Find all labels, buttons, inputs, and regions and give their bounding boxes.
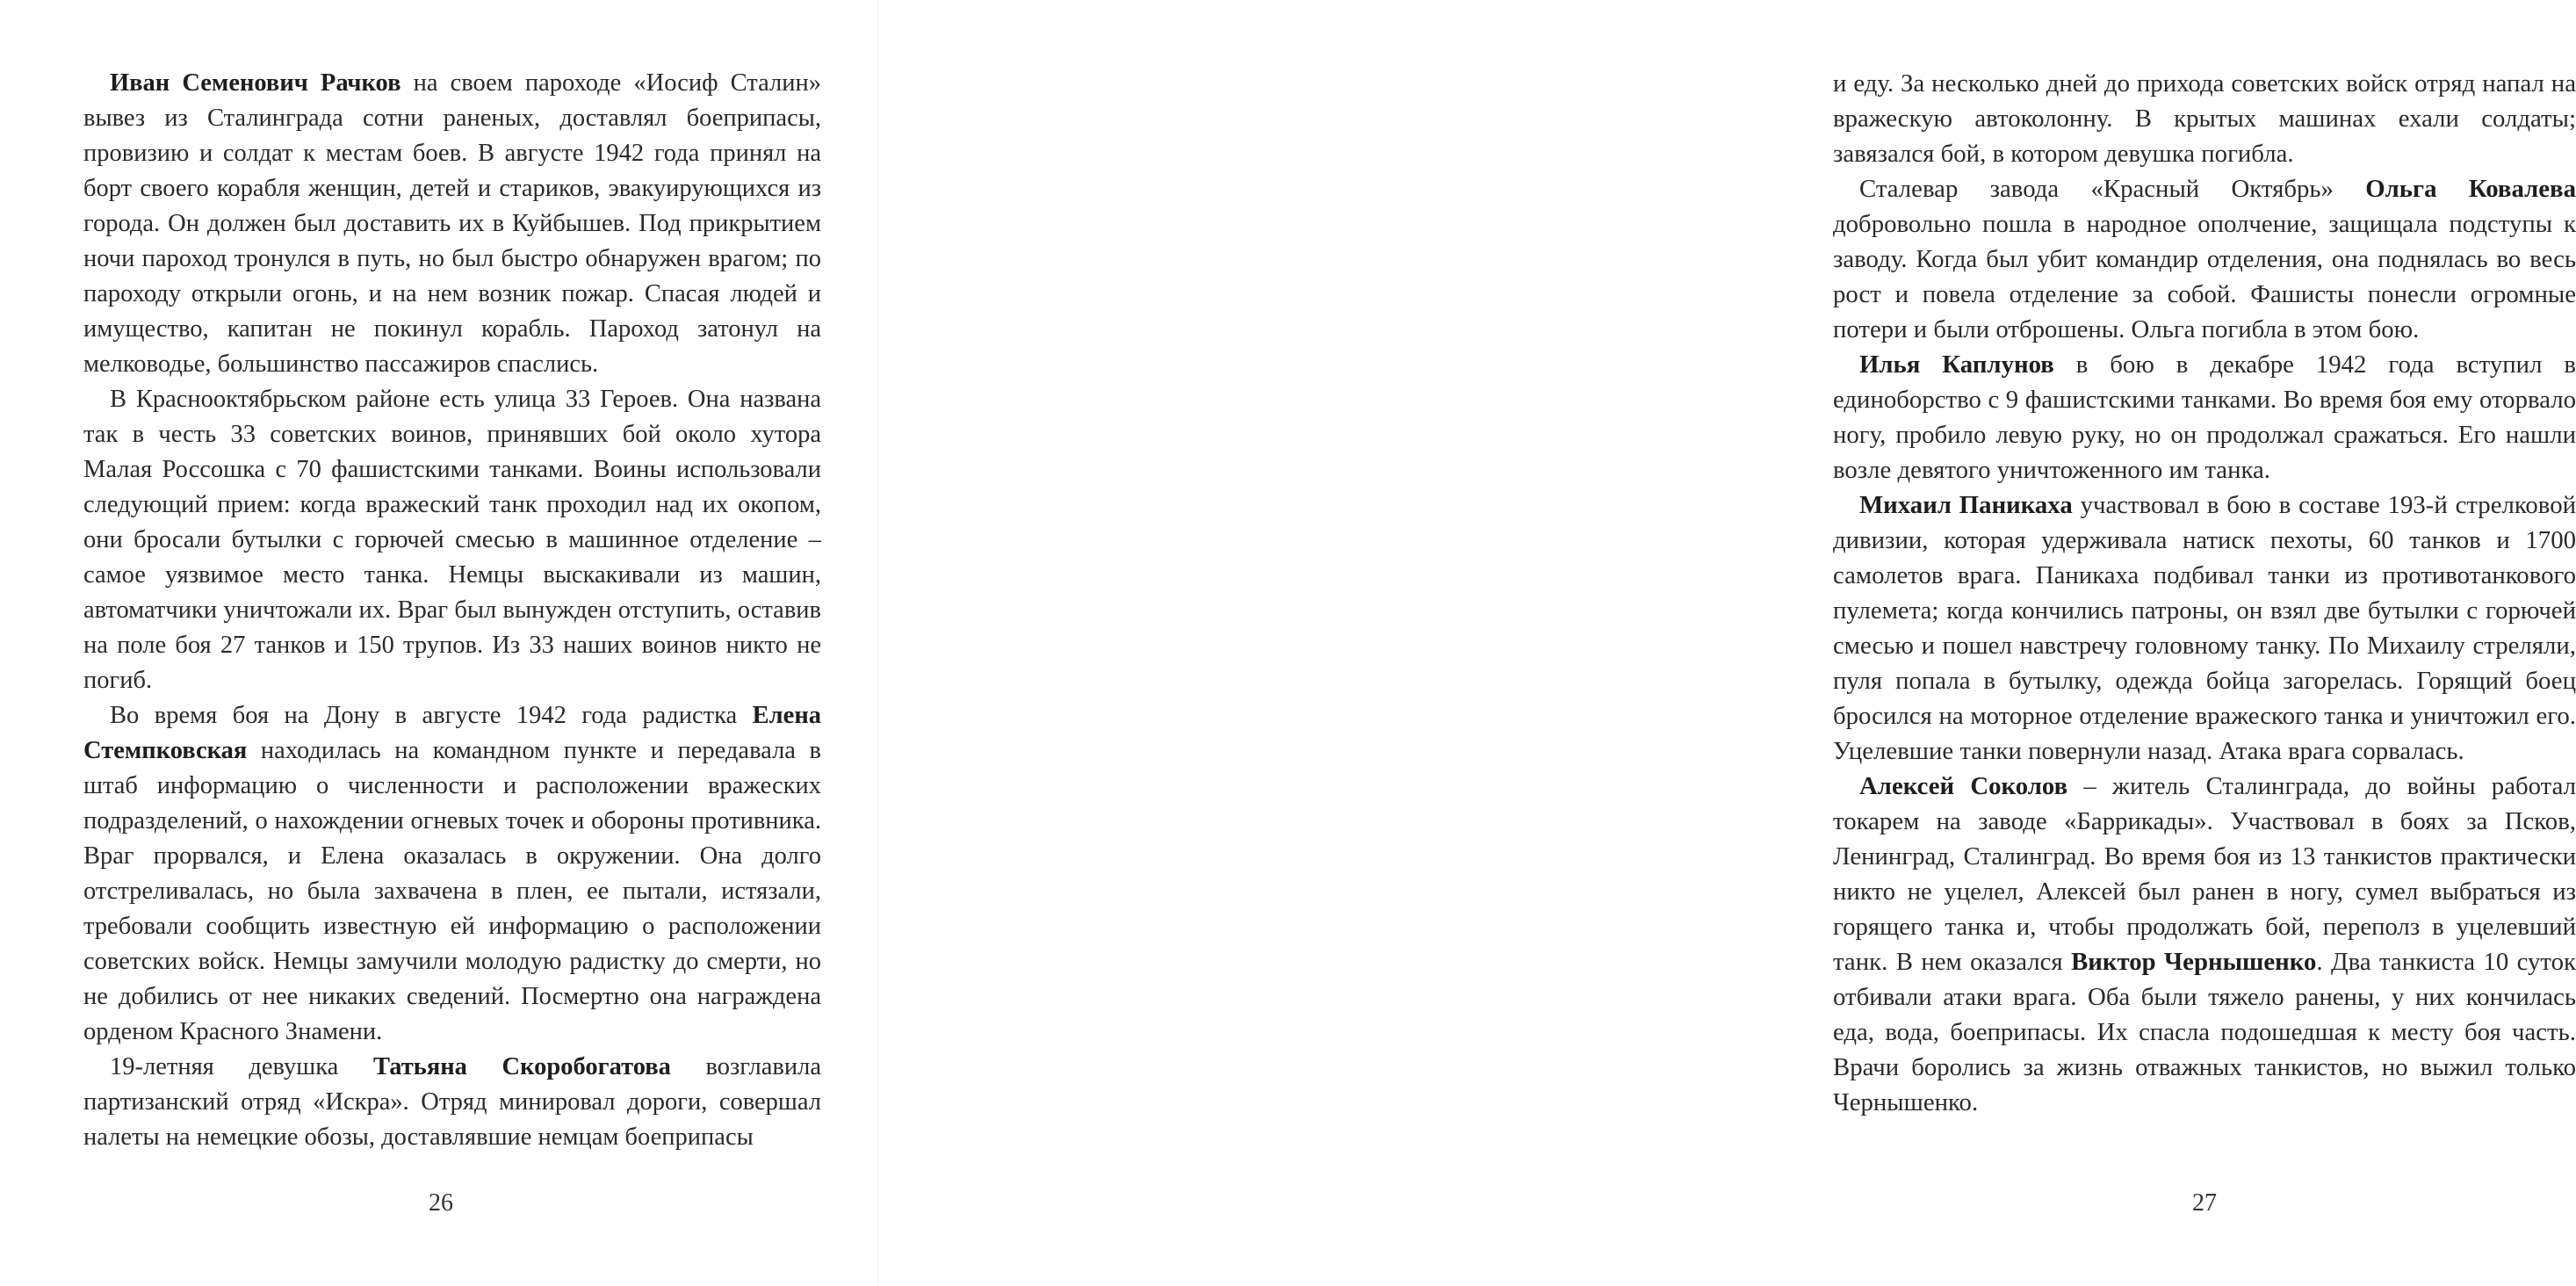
paragraph-text: добровольно пошла в народное ополчение, защищала подступы к заводу. Когда был убит командир отделения, она поднялась во весь рост и повела отделение за собой. Фашисты понесли огромные потери и были отброшены. Ольга погибла в этом бою. [1833, 210, 2576, 343]
paragraph-panikakha [1833, 488, 2576, 769]
paragraph-text-lead: Во время боя на Дону в августе 1942 года радистка [110, 702, 753, 729]
paragraph-skorobogatova [83, 1050, 821, 1155]
paragraph-text: участвовал в бою в составе 193-й стрелковой дивизии, которая удерживала натиск пехоты, 60 танков и 1700 самолетов врага. Паникаха подбивал танки из противотанкового пулемета; когда кончились патроны, он взял две бутылки с горючей смесью и пошел навстречу головному танку. По Михаилу стреляли, пуля попала в бутылку, одежда бойца загорелась. Горящий боец бросился на моторное отделение вражеского танка и уничтожил его. Уцелевшие танки повернули назад. Атака врага сорвалась. [1833, 491, 2576, 765]
left-page [0, 0, 878, 1286]
paragraph-33-heroes [83, 382, 821, 698]
paragraph-text: возглавила партизанский отряд «Искра». Отряд минировал дороги, совершал налеты на немецкие обозы, доставлявшие немцам боеприпасы [83, 1053, 821, 1151]
left-page-text [83, 66, 821, 1155]
paragraph-text: на своем пароходе «Иосиф Сталин» вывез из Сталинграда сотни раненых, доставлял боеприпасы, провизию и солдат к местам боев. В августе 1942 года принял на борт своего корабля женщин, детей и стариков, эвакуирующихся из города. Он должен был доставить их в Куйбышев. Под прикрытием ночи пароход тронулся в путь, но был быстро обнаружен врагом; по пароходу открыли огонь, и на нем возник пожар. Спасая людей и имущество, капитан не покинул корабль. Пароход затонул на мелководье, большинство пассажиров спаслись. [83, 69, 821, 378]
person-name: Ольга Ковалева [2365, 175, 2576, 203]
person-name: Татьяна Скоробогатова [372, 1053, 671, 1080]
paragraph-text: находилась на командном пункте и передавала в штаб информацию о численности и расположении вражеских подразделений, о нахождении огневых точек и обороны противника. Враг прорвался, и Елена оказалась в окружении. Она долго отстреливалась, но была захвачена в плен, ее пытали, истязали, требовали сообщить известную ей информацию о расположении советских войск. Немцы замучили молодую радистку до смерти, но не добились от нее никаких сведений. Посмертно она награждена орденом Красного Знамени. [83, 737, 821, 1045]
paragraph-rachkov [83, 66, 821, 382]
paragraph-kovaleva [1833, 171, 2576, 347]
page-number: 26 [429, 1189, 453, 1217]
paragraph-text-lead: 19-летняя девушка [110, 1053, 373, 1080]
person-name: Михаил Паникаха [1859, 491, 2073, 519]
paragraph-sokolov [1833, 769, 2576, 1120]
right-page [878, 0, 2576, 1286]
paragraph-text-lead: Сталевар завода «Красный Октябрь» [1859, 175, 2366, 203]
right-page-text [1833, 66, 2576, 1120]
paragraph-text: В Краснооктябрьском районе есть улица 33 Героев. Она названа так в честь 33 советских воинов, принявших бой около хутора Малая Россошка с 70 фашистскими танками. Воины использовали следующий прием: когда вражеский танк проходил над их окопом, они бросали бутылки с горючей смесью в машинное отделение – самое уязвимое место танка. Немцы выскакивали из машин, автоматчики уничтожали их. Враг был вынужден отступить, оставив на поле боя 27 танков и 150 трупов. Из 33 наших воинов никто не погиб. [83, 386, 821, 694]
person-name: Иван Семенович Рачков [110, 69, 401, 97]
paragraph-text: в бою в декабре 1942 года вступил в единоборство с 9 фашистскими танками. Во время боя ему оторвало ногу, пробило левую руку, но он продолжал сражаться. Его нашли возле девятого уничтоженного им танка. [1833, 350, 2576, 484]
person-name: Елена Стемпковская [83, 702, 821, 764]
paragraph-text: . Два танкиста 10 суток отбивали атаки врага. Оба были тяжело ранены, у них кончилась еда, вода, боеприпасы. Их спасла подошедшая к месту боя часть. Врачи боролись за жизнь отважных танкистов, но выжил только Чернышенко. [1833, 948, 2576, 1116]
paragraph-continuation: и еду. За несколько дней до прихода советских войск отряд напал на вражескую автоколонну. В крытых машинах ехали солдаты; завязался бой, в котором девушка погибла. [1833, 69, 2576, 168]
person-name: Виктор Чернышенко [2071, 948, 2317, 976]
person-name: Алексей Соколов [1859, 772, 2068, 800]
paragraph-kaplunov [1833, 347, 2576, 488]
person-name: Илья Каплунов [1859, 350, 2054, 379]
paragraph-stempkovskaya [83, 698, 821, 1050]
paragraph-text: – житель Сталинграда, до войны работал токарем на заводе «Баррикады». Участвовал в боях за Псков, Ленинград, Сталинград. Во время боя из 13 танкистов практически никто не уцелел, Алексей был ранен в ногу, сумел выбраться из горящего танка и, чтобы продолжать бой, переполз в уцелевший танк. В нем оказался [1833, 772, 2576, 976]
page-number: 27 [2192, 1189, 2217, 1217]
